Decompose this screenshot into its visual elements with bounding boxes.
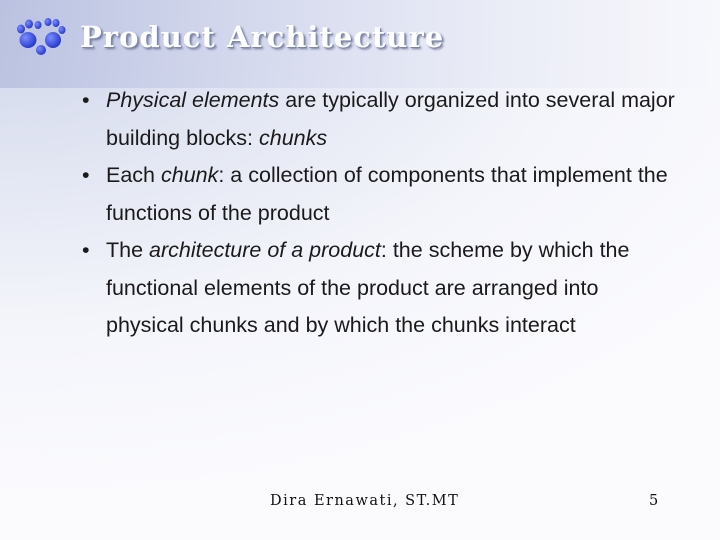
bullet-text: Each (106, 163, 161, 187)
bullet-text: : the scheme by which the functional elements of the product are arranged into physical chunks and by which the chunks interact (106, 238, 630, 337)
bullet-text-italic: architecture of a product (149, 238, 381, 262)
bullet-text-italic: chunk (160, 163, 219, 187)
bullet-item (78, 82, 678, 157)
bullet-item (78, 157, 678, 232)
bullet-list (78, 82, 678, 345)
bullet-text-italic: Physical elements (106, 88, 280, 112)
page-number: 5 (649, 493, 659, 509)
bullet-text: : a collection of components that implement the functions of the product (106, 163, 668, 225)
bullet-text: The (106, 238, 150, 262)
bullet-text: are typically organized into several major building blocks: (106, 88, 675, 150)
paw-prints-icon (14, 16, 66, 56)
page-title: Product Architecture (80, 20, 445, 54)
bullet-text-italic: chunks (258, 125, 328, 150)
bullet-item (78, 232, 678, 345)
footer-author: Dira Ernawati, ST.MT (270, 493, 460, 509)
